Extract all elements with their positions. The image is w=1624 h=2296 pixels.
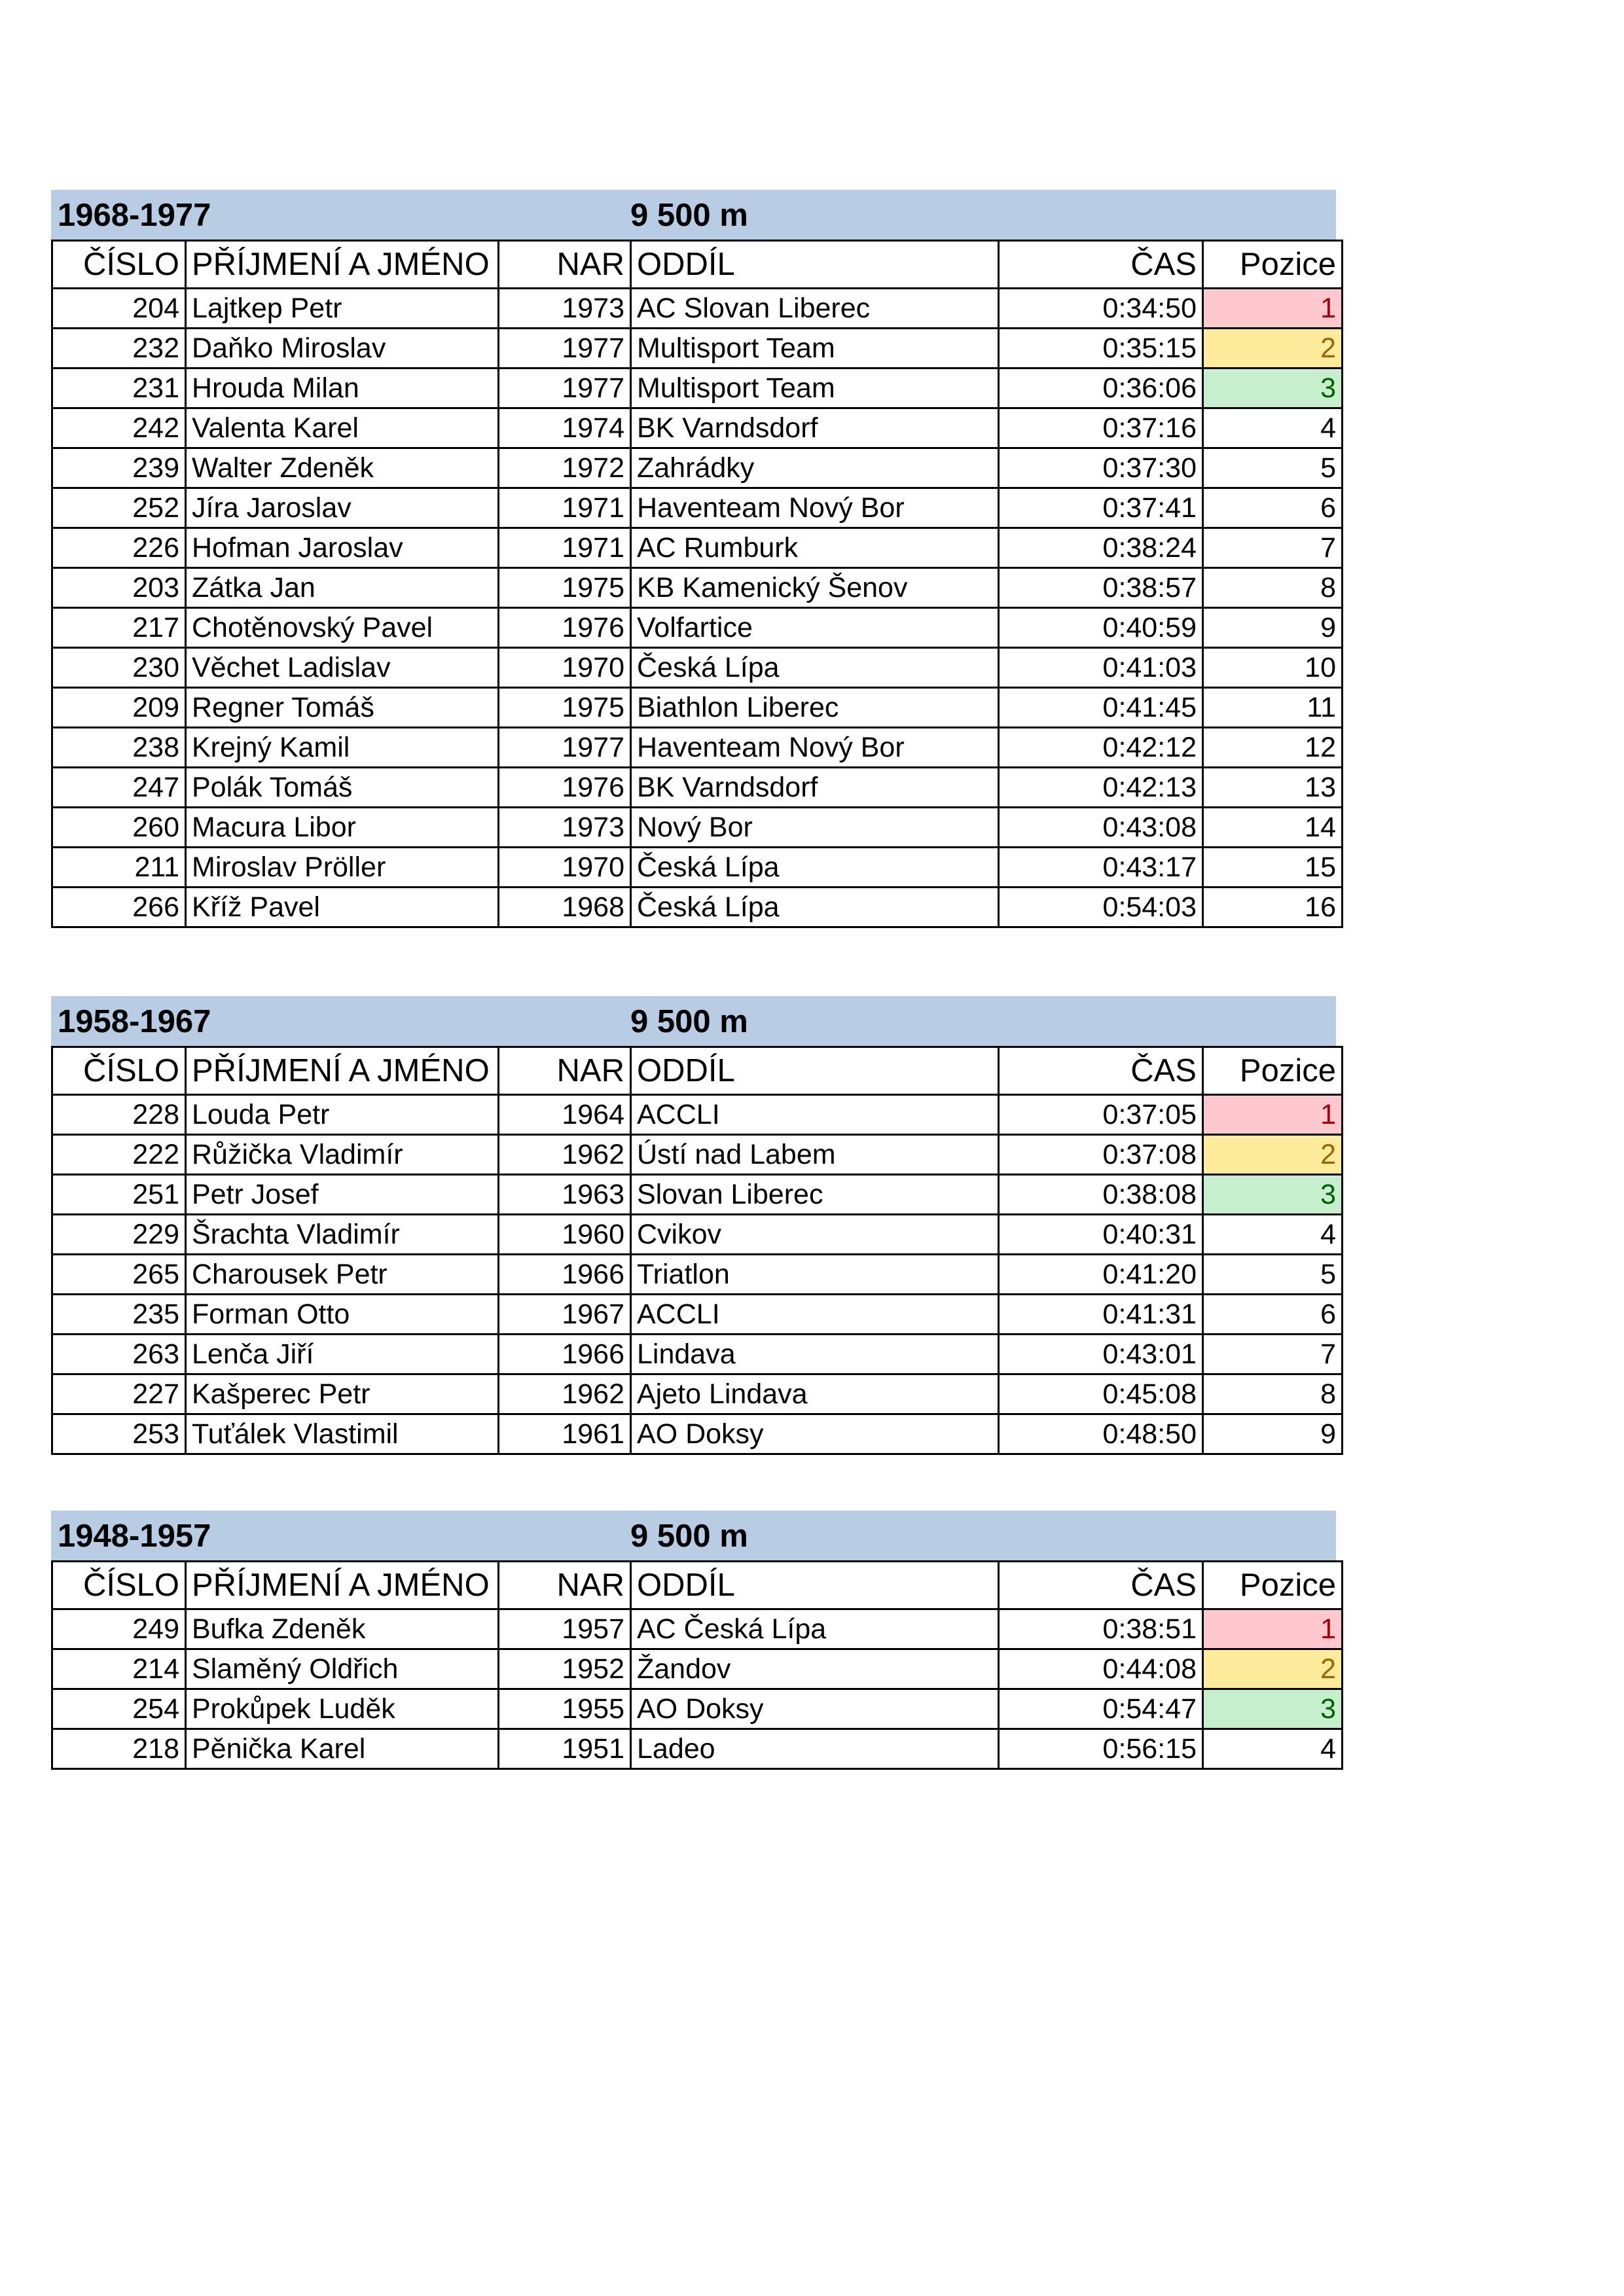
cell-name: Slaměný Oldřich <box>186 1649 499 1689</box>
cell-num: 232 <box>52 329 186 368</box>
cell-name: Walter Zdeněk <box>186 448 499 488</box>
table-row <box>52 408 1343 448</box>
cell-pos: 10 <box>1203 648 1343 688</box>
cell-nar: 1963 <box>499 1175 631 1215</box>
cell-nar: 1966 <box>499 1335 631 1374</box>
cell-time: 0:45:08 <box>999 1374 1203 1414</box>
cell-num: 228 <box>52 1095 186 1135</box>
column-header-num: ČÍSLO <box>52 1047 186 1095</box>
cell-nar: 1960 <box>499 1215 631 1255</box>
cell-club: Haventeam Nový Bor <box>631 728 999 768</box>
cell-club: Multisport Team <box>631 368 999 408</box>
cell-time: 0:56:15 <box>999 1729 1203 1769</box>
cell-club: ACCLI <box>631 1095 999 1135</box>
table-header-row <box>52 1562 1343 1609</box>
column-header-name: PŘÍJMENÍ A JMÉNO <box>186 241 499 289</box>
table-row <box>52 768 1343 808</box>
cell-name: Daňko Miroslav <box>186 329 499 368</box>
cell-pos: 1 <box>1203 1609 1343 1649</box>
cell-num: 209 <box>52 688 186 728</box>
cell-pos: 7 <box>1203 528 1343 568</box>
cell-time: 0:41:20 <box>999 1255 1203 1295</box>
cell-pos: 8 <box>1203 568 1343 608</box>
cell-nar: 1951 <box>499 1729 631 1769</box>
cell-nar: 1975 <box>499 688 631 728</box>
cell-pos: 9 <box>1203 1414 1343 1454</box>
cell-num: 263 <box>52 1335 186 1374</box>
cell-num: 222 <box>52 1135 186 1175</box>
cell-num: 203 <box>52 568 186 608</box>
cell-nar: 1961 <box>499 1414 631 1454</box>
category-block <box>51 996 1336 1455</box>
cell-club: AO Doksy <box>631 1414 999 1454</box>
cell-name: Věchet Ladislav <box>186 648 499 688</box>
cell-time: 0:37:05 <box>999 1095 1203 1135</box>
cell-club: ACCLI <box>631 1295 999 1335</box>
cell-pos: 15 <box>1203 848 1343 888</box>
cell-time: 0:41:03 <box>999 648 1203 688</box>
column-header-time: ČAS <box>999 1562 1203 1609</box>
table-row <box>52 888 1343 927</box>
results-table <box>51 1046 1343 1455</box>
cell-name: Macura Libor <box>186 808 499 848</box>
cell-name: Regner Tomáš <box>186 688 499 728</box>
column-header-name: PŘÍJMENÍ A JMÉNO <box>186 1562 499 1609</box>
cell-pos: 1 <box>1203 1095 1343 1135</box>
cell-nar: 1962 <box>499 1374 631 1414</box>
cell-num: 214 <box>52 1649 186 1689</box>
cell-time: 0:42:13 <box>999 768 1203 808</box>
cell-nar: 1968 <box>499 888 631 927</box>
table-row <box>52 368 1343 408</box>
cell-nar: 1977 <box>499 329 631 368</box>
cell-time: 0:37:08 <box>999 1135 1203 1175</box>
column-header-club: ODDÍL <box>631 1047 999 1095</box>
cell-club: Česká Lípa <box>631 648 999 688</box>
cell-club: Haventeam Nový Bor <box>631 488 999 528</box>
cell-name: Prokůpek Luděk <box>186 1689 499 1729</box>
cell-pos: 13 <box>1203 768 1343 808</box>
cell-num: 239 <box>52 448 186 488</box>
cell-name: Kříž Pavel <box>186 888 499 927</box>
cell-club: Biathlon Liberec <box>631 688 999 728</box>
table-row <box>52 488 1343 528</box>
column-header-pos: Pozice <box>1203 1047 1343 1095</box>
table-row <box>52 329 1343 368</box>
column-header-club: ODDÍL <box>631 1562 999 1609</box>
cell-time: 0:43:17 <box>999 848 1203 888</box>
cell-pos: 6 <box>1203 1295 1343 1335</box>
cell-time: 0:41:45 <box>999 688 1203 728</box>
column-header-time: ČAS <box>999 1047 1203 1095</box>
cell-num: 217 <box>52 608 186 648</box>
column-header-num: ČÍSLO <box>52 241 186 289</box>
table-row <box>52 808 1343 848</box>
cell-num: 229 <box>52 1215 186 1255</box>
cell-name: Petr Josef <box>186 1175 499 1215</box>
cell-nar: 1972 <box>499 448 631 488</box>
cell-pos: 7 <box>1203 1335 1343 1374</box>
cell-name: Valenta Karel <box>186 408 499 448</box>
cell-num: 235 <box>52 1295 186 1335</box>
cell-nar: 1976 <box>499 768 631 808</box>
cell-name: Lajtkep Petr <box>186 289 499 329</box>
cell-club: BK Varndsdorf <box>631 408 999 448</box>
cell-name: Kašperec Petr <box>186 1374 499 1414</box>
cell-name: Hofman Jaroslav <box>186 528 499 568</box>
table-row <box>52 1135 1343 1175</box>
cell-name: Jíra Jaroslav <box>186 488 499 528</box>
cell-nar: 1966 <box>499 1255 631 1295</box>
cell-time: 0:37:16 <box>999 408 1203 448</box>
table-row <box>52 448 1343 488</box>
cell-time: 0:43:01 <box>999 1335 1203 1374</box>
column-header-nar: NAR <box>499 1047 631 1095</box>
cell-pos: 4 <box>1203 1215 1343 1255</box>
table-row <box>52 648 1343 688</box>
table-row <box>52 1649 1343 1689</box>
table-header-row <box>52 241 1343 289</box>
cell-num: 226 <box>52 528 186 568</box>
table-row <box>52 1175 1343 1215</box>
cell-nar: 1974 <box>499 408 631 448</box>
distance-label: 9 500 m <box>630 1518 748 1554</box>
column-header-num: ČÍSLO <box>52 1562 186 1609</box>
cell-club: Zahrádky <box>631 448 999 488</box>
cell-club: Ústí nad Labem <box>631 1135 999 1175</box>
cell-time: 0:40:59 <box>999 608 1203 648</box>
table-row <box>52 1729 1343 1769</box>
cell-club: Volfartice <box>631 608 999 648</box>
column-header-club: ODDÍL <box>631 241 999 289</box>
table-row <box>52 1689 1343 1729</box>
cell-time: 0:34:50 <box>999 289 1203 329</box>
cell-name: Pěnička Karel <box>186 1729 499 1769</box>
cell-time: 0:38:51 <box>999 1609 1203 1649</box>
cell-time: 0:54:03 <box>999 888 1203 927</box>
column-header-nar: NAR <box>499 241 631 289</box>
cell-nar: 1971 <box>499 528 631 568</box>
cell-nar: 1977 <box>499 368 631 408</box>
distance-label: 9 500 m <box>630 198 748 233</box>
cell-num: 247 <box>52 768 186 808</box>
cell-pos: 3 <box>1203 1689 1343 1729</box>
cell-time: 0:54:47 <box>999 1689 1203 1729</box>
table-row <box>52 1095 1343 1135</box>
cell-club: Žandov <box>631 1649 999 1689</box>
cell-nar: 1967 <box>499 1295 631 1335</box>
cell-pos: 3 <box>1203 1175 1343 1215</box>
cell-num: 252 <box>52 488 186 528</box>
cell-nar: 1971 <box>499 488 631 528</box>
table-row <box>52 568 1343 608</box>
column-header-pos: Pozice <box>1203 241 1343 289</box>
cell-num: 253 <box>52 1414 186 1454</box>
table-row <box>52 289 1343 329</box>
cell-pos: 5 <box>1203 1255 1343 1295</box>
cell-num: 242 <box>52 408 186 448</box>
cell-nar: 1973 <box>499 289 631 329</box>
cell-pos: 14 <box>1203 808 1343 848</box>
cell-pos: 5 <box>1203 448 1343 488</box>
cell-name: Růžička Vladimír <box>186 1135 499 1175</box>
cell-club: AC Česká Lípa <box>631 1609 999 1649</box>
cell-num: 260 <box>52 808 186 848</box>
cell-num: 238 <box>52 728 186 768</box>
cell-club: Lindava <box>631 1335 999 1374</box>
cell-time: 0:37:30 <box>999 448 1203 488</box>
cell-nar: 1970 <box>499 648 631 688</box>
cell-club: AC Slovan Liberec <box>631 289 999 329</box>
cell-nar: 1964 <box>499 1095 631 1135</box>
cell-time: 0:36:06 <box>999 368 1203 408</box>
cell-num: 211 <box>52 848 186 888</box>
cell-club: Slovan Liberec <box>631 1175 999 1215</box>
cell-name: Louda Petr <box>186 1095 499 1135</box>
column-header-nar: NAR <box>499 1562 631 1609</box>
cell-time: 0:35:15 <box>999 329 1203 368</box>
table-row <box>52 1295 1343 1335</box>
cell-pos: 3 <box>1203 368 1343 408</box>
cell-pos: 8 <box>1203 1374 1343 1414</box>
cell-name: Krejný Kamil <box>186 728 499 768</box>
cell-name: Charousek Petr <box>186 1255 499 1295</box>
cell-pos: 12 <box>1203 728 1343 768</box>
category-label: 1948-1957 <box>58 1518 211 1554</box>
cell-pos: 4 <box>1203 1729 1343 1769</box>
cell-pos: 11 <box>1203 688 1343 728</box>
cell-time: 0:37:41 <box>999 488 1203 528</box>
column-header-name: PŘÍJMENÍ A JMÉNO <box>186 1047 499 1095</box>
cell-name: Hrouda Milan <box>186 368 499 408</box>
cell-name: Miroslav Pröller <box>186 848 499 888</box>
cell-time: 0:48:50 <box>999 1414 1203 1454</box>
cell-time: 0:42:12 <box>999 728 1203 768</box>
cell-name: Zátka Jan <box>186 568 499 608</box>
table-row <box>52 1255 1343 1295</box>
cell-name: Lenča Jiří <box>186 1335 499 1374</box>
category-label: 1958-1967 <box>58 1004 211 1039</box>
table-row <box>52 1414 1343 1454</box>
category-header <box>51 1511 1336 1560</box>
cell-name: Šrachta Vladimír <box>186 1215 499 1255</box>
cell-name: Forman Otto <box>186 1295 499 1335</box>
table-header-row <box>52 1047 1343 1095</box>
cell-pos: 16 <box>1203 888 1343 927</box>
cell-num: 254 <box>52 1689 186 1729</box>
results-table <box>51 1560 1343 1770</box>
cell-pos: 2 <box>1203 1649 1343 1689</box>
cell-pos: 4 <box>1203 408 1343 448</box>
table-row <box>52 1374 1343 1414</box>
cell-time: 0:43:08 <box>999 808 1203 848</box>
table-row <box>52 608 1343 648</box>
cell-name: Polák Tomáš <box>186 768 499 808</box>
cell-club: BK Varndsdorf <box>631 768 999 808</box>
cell-club: Ajeto Lindava <box>631 1374 999 1414</box>
cell-num: 251 <box>52 1175 186 1215</box>
table-row <box>52 528 1343 568</box>
cell-time: 0:41:31 <box>999 1295 1203 1335</box>
cell-num: 218 <box>52 1729 186 1769</box>
cell-time: 0:38:24 <box>999 528 1203 568</box>
cell-name: Tuťálek Vlastimil <box>186 1414 499 1454</box>
cell-club: Cvikov <box>631 1215 999 1255</box>
distance-label: 9 500 m <box>630 1004 748 1039</box>
cell-num: 266 <box>52 888 186 927</box>
table-row <box>52 1215 1343 1255</box>
cell-pos: 1 <box>1203 289 1343 329</box>
cell-nar: 1952 <box>499 1649 631 1689</box>
cell-num: 204 <box>52 289 186 329</box>
cell-nar: 1977 <box>499 728 631 768</box>
results-table <box>51 240 1343 928</box>
cell-nar: 1970 <box>499 848 631 888</box>
cell-nar: 1957 <box>499 1609 631 1649</box>
cell-club: AO Doksy <box>631 1689 999 1729</box>
column-header-pos: Pozice <box>1203 1562 1343 1609</box>
category-header <box>51 996 1336 1046</box>
cell-pos: 2 <box>1203 1135 1343 1175</box>
cell-nar: 1962 <box>499 1135 631 1175</box>
cell-num: 227 <box>52 1374 186 1414</box>
cell-time: 0:40:31 <box>999 1215 1203 1255</box>
cell-nar: 1976 <box>499 608 631 648</box>
column-header-time: ČAS <box>999 241 1203 289</box>
category-header <box>51 190 1336 240</box>
cell-nar: 1975 <box>499 568 631 608</box>
category-block <box>51 1511 1336 1770</box>
cell-club: AC Rumburk <box>631 528 999 568</box>
table-row <box>52 1609 1343 1649</box>
cell-num: 230 <box>52 648 186 688</box>
table-row <box>52 728 1343 768</box>
table-row <box>52 688 1343 728</box>
cell-nar: 1955 <box>499 1689 631 1729</box>
cell-club: Nový Bor <box>631 808 999 848</box>
cell-club: Triatlon <box>631 1255 999 1295</box>
cell-pos: 9 <box>1203 608 1343 648</box>
cell-num: 231 <box>52 368 186 408</box>
cell-pos: 6 <box>1203 488 1343 528</box>
table-row <box>52 1335 1343 1374</box>
cell-time: 0:44:08 <box>999 1649 1203 1689</box>
cell-name: Chotěnovský Pavel <box>186 608 499 648</box>
cell-club: Ladeo <box>631 1729 999 1769</box>
cell-pos: 2 <box>1203 329 1343 368</box>
cell-nar: 1973 <box>499 808 631 848</box>
category-label: 1968-1977 <box>58 198 211 233</box>
cell-num: 265 <box>52 1255 186 1295</box>
cell-club: Multisport Team <box>631 329 999 368</box>
category-block <box>51 190 1336 928</box>
cell-name: Bufka Zdeněk <box>186 1609 499 1649</box>
cell-num: 249 <box>52 1609 186 1649</box>
table-row <box>52 848 1343 888</box>
cell-time: 0:38:08 <box>999 1175 1203 1215</box>
cell-club: KB Kamenický Šenov <box>631 568 999 608</box>
cell-time: 0:38:57 <box>999 568 1203 608</box>
cell-club: Česká Lípa <box>631 888 999 927</box>
cell-club: Česká Lípa <box>631 848 999 888</box>
